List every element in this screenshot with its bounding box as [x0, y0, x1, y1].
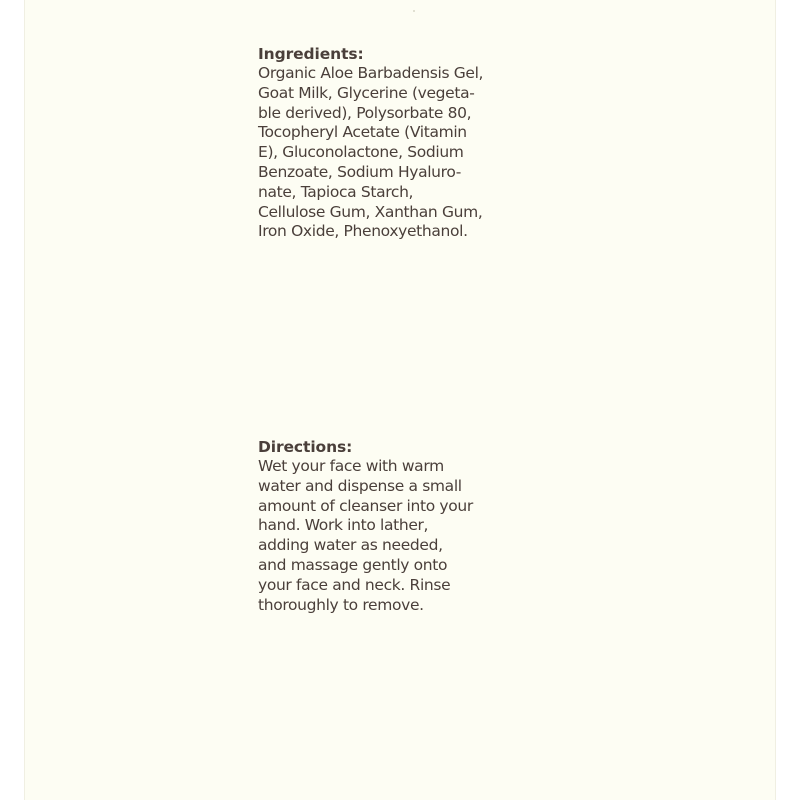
directions-line: hand. Work into lather,: [258, 516, 429, 535]
ingredients-section: [258, 44, 558, 242]
directions-line: amount of cleanser into your: [258, 496, 473, 515]
paper-speck: [413, 10, 415, 12]
directions-line: adding water as needed,: [258, 536, 443, 555]
ingredients-line: Goat Milk, Glycerine (vegeta-: [258, 83, 475, 102]
ingredients-line: Iron Oxide, Phenoxyethanol.: [258, 222, 468, 241]
ingredients-line: Organic Aloe Barbadensis Gel,: [258, 64, 484, 82]
ingredients-line: E), Gluconolactone, Sodium: [258, 143, 464, 162]
ingredients-line: Cellulose Gum, Xanthan Gum,: [258, 202, 483, 221]
directions-line: your face and neck. Rinse: [258, 575, 451, 594]
directions-heading: Directions:: [258, 438, 353, 456]
ingredients-line: nate, Tapioca Starch,: [258, 182, 414, 201]
directions-section: [258, 437, 558, 615]
directions-line: Wet your face with warm: [258, 457, 444, 475]
ingredients-heading: Ingredients:: [258, 45, 364, 63]
ingredients-line: Tocopheryl Acetate (Vitamin: [258, 123, 467, 142]
directions-line: water and dispense a small: [258, 476, 462, 495]
directions-line: and massage gently onto: [258, 555, 448, 574]
ingredients-line: ble derived), Polysorbate 80,: [258, 103, 472, 122]
ingredients-line: Benzoate, Sodium Hyaluro-: [258, 162, 461, 181]
directions-line: thoroughly to remove.: [258, 595, 424, 614]
